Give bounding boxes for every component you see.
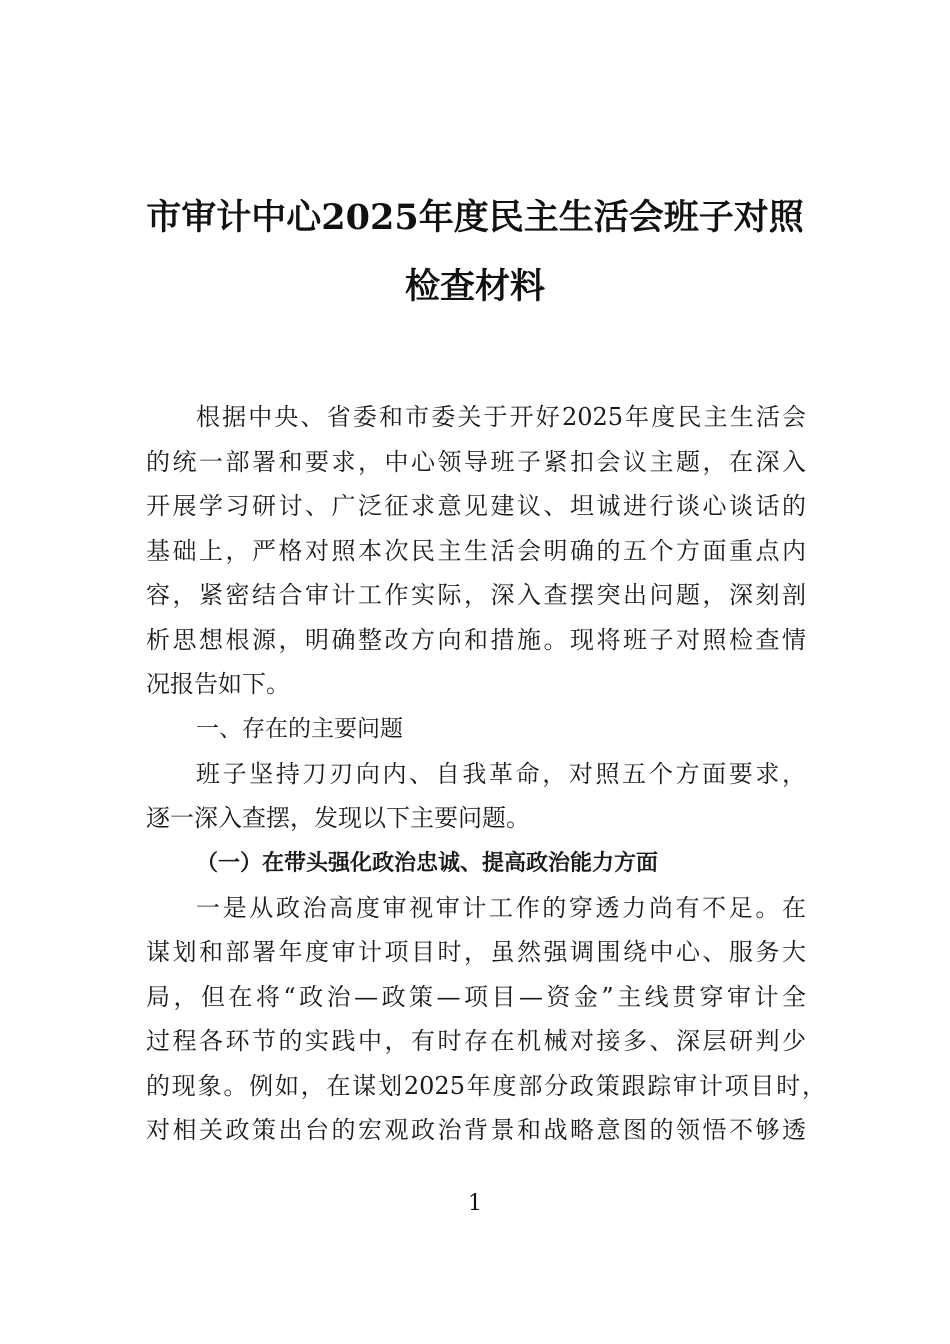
document-title-line-2: 检查材料	[404, 266, 545, 307]
paragraph-line: 对相关政策出台的宏观政治背景和战略意图的领悟不够透	[146, 1116, 806, 1144]
paragraph-line: 局，但在将“政治—政策—项目—资金”主线贯穿审计全	[146, 983, 806, 1011]
subsection-heading: （一）在带头强化政治忠诚、提高政治能力方面	[196, 850, 659, 876]
paragraph-line: 基础上，严格对照本次民主生活会明确的五个方面重点内	[146, 537, 806, 565]
paragraph-line: 的统一部署和要求，中心领导班子紧扣会议主题，在深入	[146, 448, 806, 476]
paragraph-line: 况报告如下。	[146, 670, 290, 698]
paragraph-line: 谋划和部署年度审计项目时，虽然强调围绕中心、服务大	[146, 938, 806, 966]
document-title-line-1: 市审计中心2025年度民主生活会班子对照	[146, 197, 804, 238]
paragraph-line: 逐一深入查摆，发现以下主要问题。	[146, 804, 530, 832]
paragraph-line: 一是从政治高度审视审计工作的穿透力尚有不足。在	[196, 894, 806, 922]
page-number: 1	[468, 1191, 482, 1216]
paragraph-line: 容，紧密结合审计工作实际，深入查摆突出问题，深刻剖	[146, 581, 806, 609]
paragraph-line: 过程各环节的实践中，有时存在机械对接多、深层研判少	[146, 1027, 806, 1055]
section-heading: 一、存在的主要问题	[196, 716, 403, 742]
paragraph-line: 根据中央、省委和市委关于开好2025年度民主生活会	[196, 403, 806, 431]
paragraph-line: 班子坚持刀刃向内、自我革命，对照五个方面要求，	[196, 760, 806, 788]
paragraph-line: 析思想根源，明确整改方向和措施。现将班子对照检查情	[146, 626, 806, 654]
paragraph-line: 开展学习研讨、广泛征求意见建议、坦诚进行谈心谈话的	[146, 492, 806, 520]
paragraph-line: 的现象。例如，在谋划2025年度部分政策跟踪审计项目时，	[146, 1072, 826, 1100]
